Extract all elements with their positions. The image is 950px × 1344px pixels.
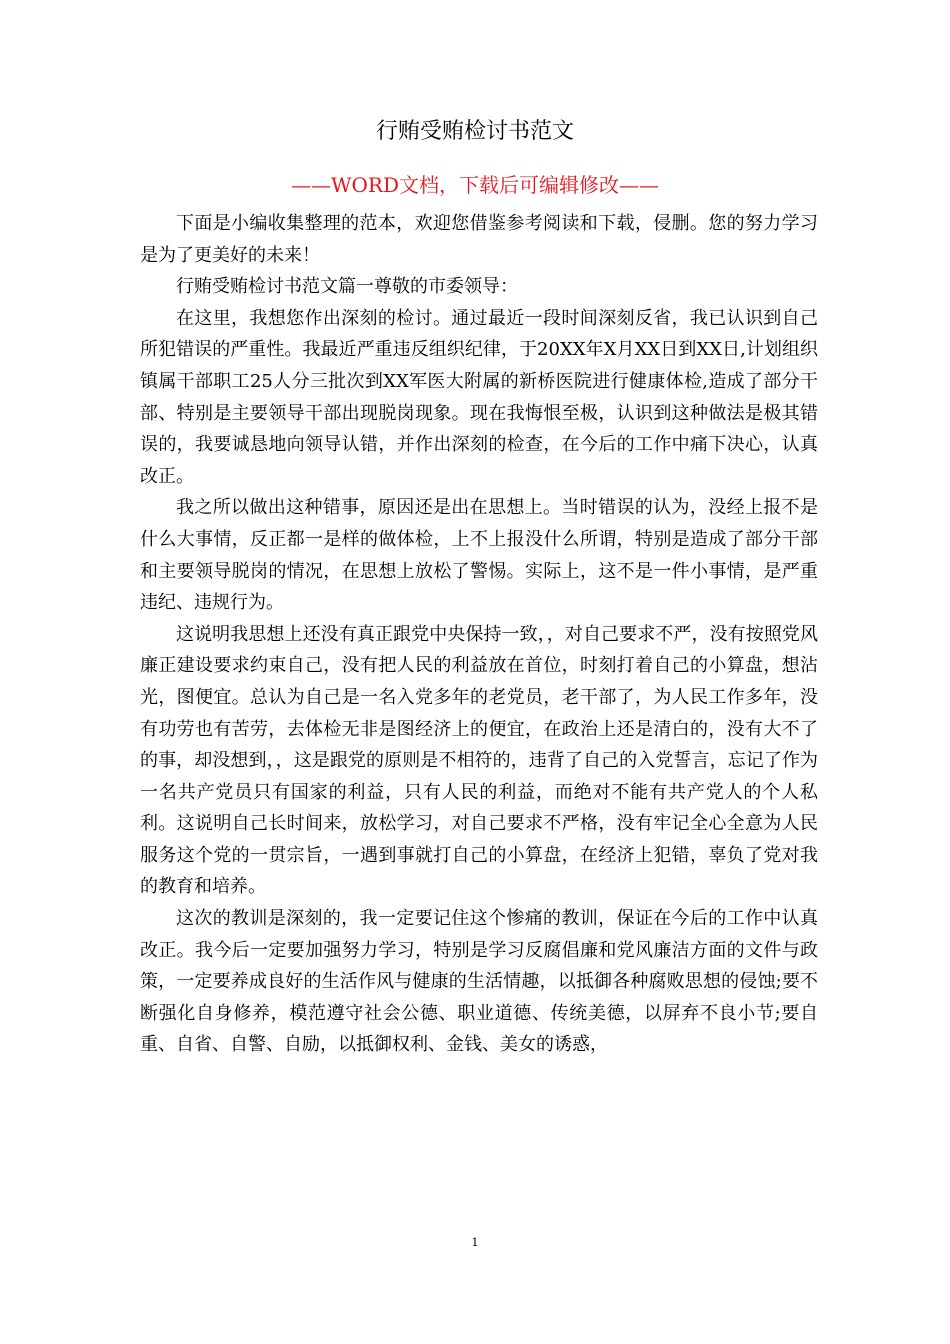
- paragraph-salutation: 行贿受贿检讨书范文篇一尊敬的市委领导：: [176, 276, 518, 298]
- document-body: [140, 208, 818, 1061]
- paragraph: 在这里，我想您作出深刻的检讨。通过最近一段时间深刻反省，我已认识到自己所犯错误的严重性。我最近严重违反组织纪律，于20XX年X月XX日到XX日,计划组织镇属干部职工25人分三批次到XX军医大附属的新桥医院进行健康体检,造成了部分干部、特别是主要领导干部出现脱岗现象。现在我悔恨至极，认识到这种做法是极其错误的，我要诚恳地向领导认错，并作出深刻的检查，在今后的工作中痛下决心，认真改正。: [140, 307, 818, 487]
- document-title: 行贿受贿检讨书范文: [375, 119, 574, 144]
- paragraph-intro: 下面是小编收集整理的范本，欢迎您借鉴参考阅读和下载，侵删。您的努力学习是为了更美好的未来！: [140, 213, 818, 266]
- document-subtitle: ——WORD文档，下载后可编辑修改——: [290, 173, 660, 197]
- paragraph: 这说明我思想上还没有真正跟党中央保持一致，，对自己要求不严，没有按照党风廉正建设要求约束自己，没有把人民的利益放在首位，时刻打着自己的小算盘，想沾光，图便宜。总认为自己是一名入党多年的老党员，老干部了，为人民工作多年，没有功劳也有苦劳，去体检无非是图经济上的便宜，在政治上还是清白的，没有大不了的事，却没想到，，这是跟党的原则是不相符的，违背了自己的入党誓言，忘记了作为一名共产党员只有国家的利益，只有人民的利益，而绝对不能有共产党人的个人私利。这说明自己长时间来，放松学习，对自己要求不严格，没有牢记全心全意为人民服务这个党的一贯宗旨，一遇到事就打自己的小算盘，在经济上犯错，辜负了党对我的教育和培养。: [140, 623, 818, 898]
- page-number: 1: [471, 1236, 479, 1249]
- paragraph: 我之所以做出这种错事，原因还是出在思想上。当时错误的认为，没经上报不是什么大事情，反正都一是样的做体检，上不上报没什么所谓，特别是造成了部分干部和主要领导脱岗的情况，在思想上放松了警惕。实际上，这不是一件小事情，是严重违纪、违规行为。: [140, 497, 818, 614]
- paragraph: 这次的教训是深刻的，我一定要记住这个惨痛的教训，保证在今后的工作中认真改正。我今后一定要加强努力学习，特别是学习反腐倡廉和党风廉洁方面的文件与政策，一定要养成良好的生活作风与健康的生活情趣，以抵御各种腐败思想的侵蚀;要不断强化自身修养，模范遵守社会公德、职业道德、传统美德，以屏弃不良小节;要自重、自省、自警、自励，以抵御权利、金钱、美女的诱惑，: [140, 908, 818, 1056]
